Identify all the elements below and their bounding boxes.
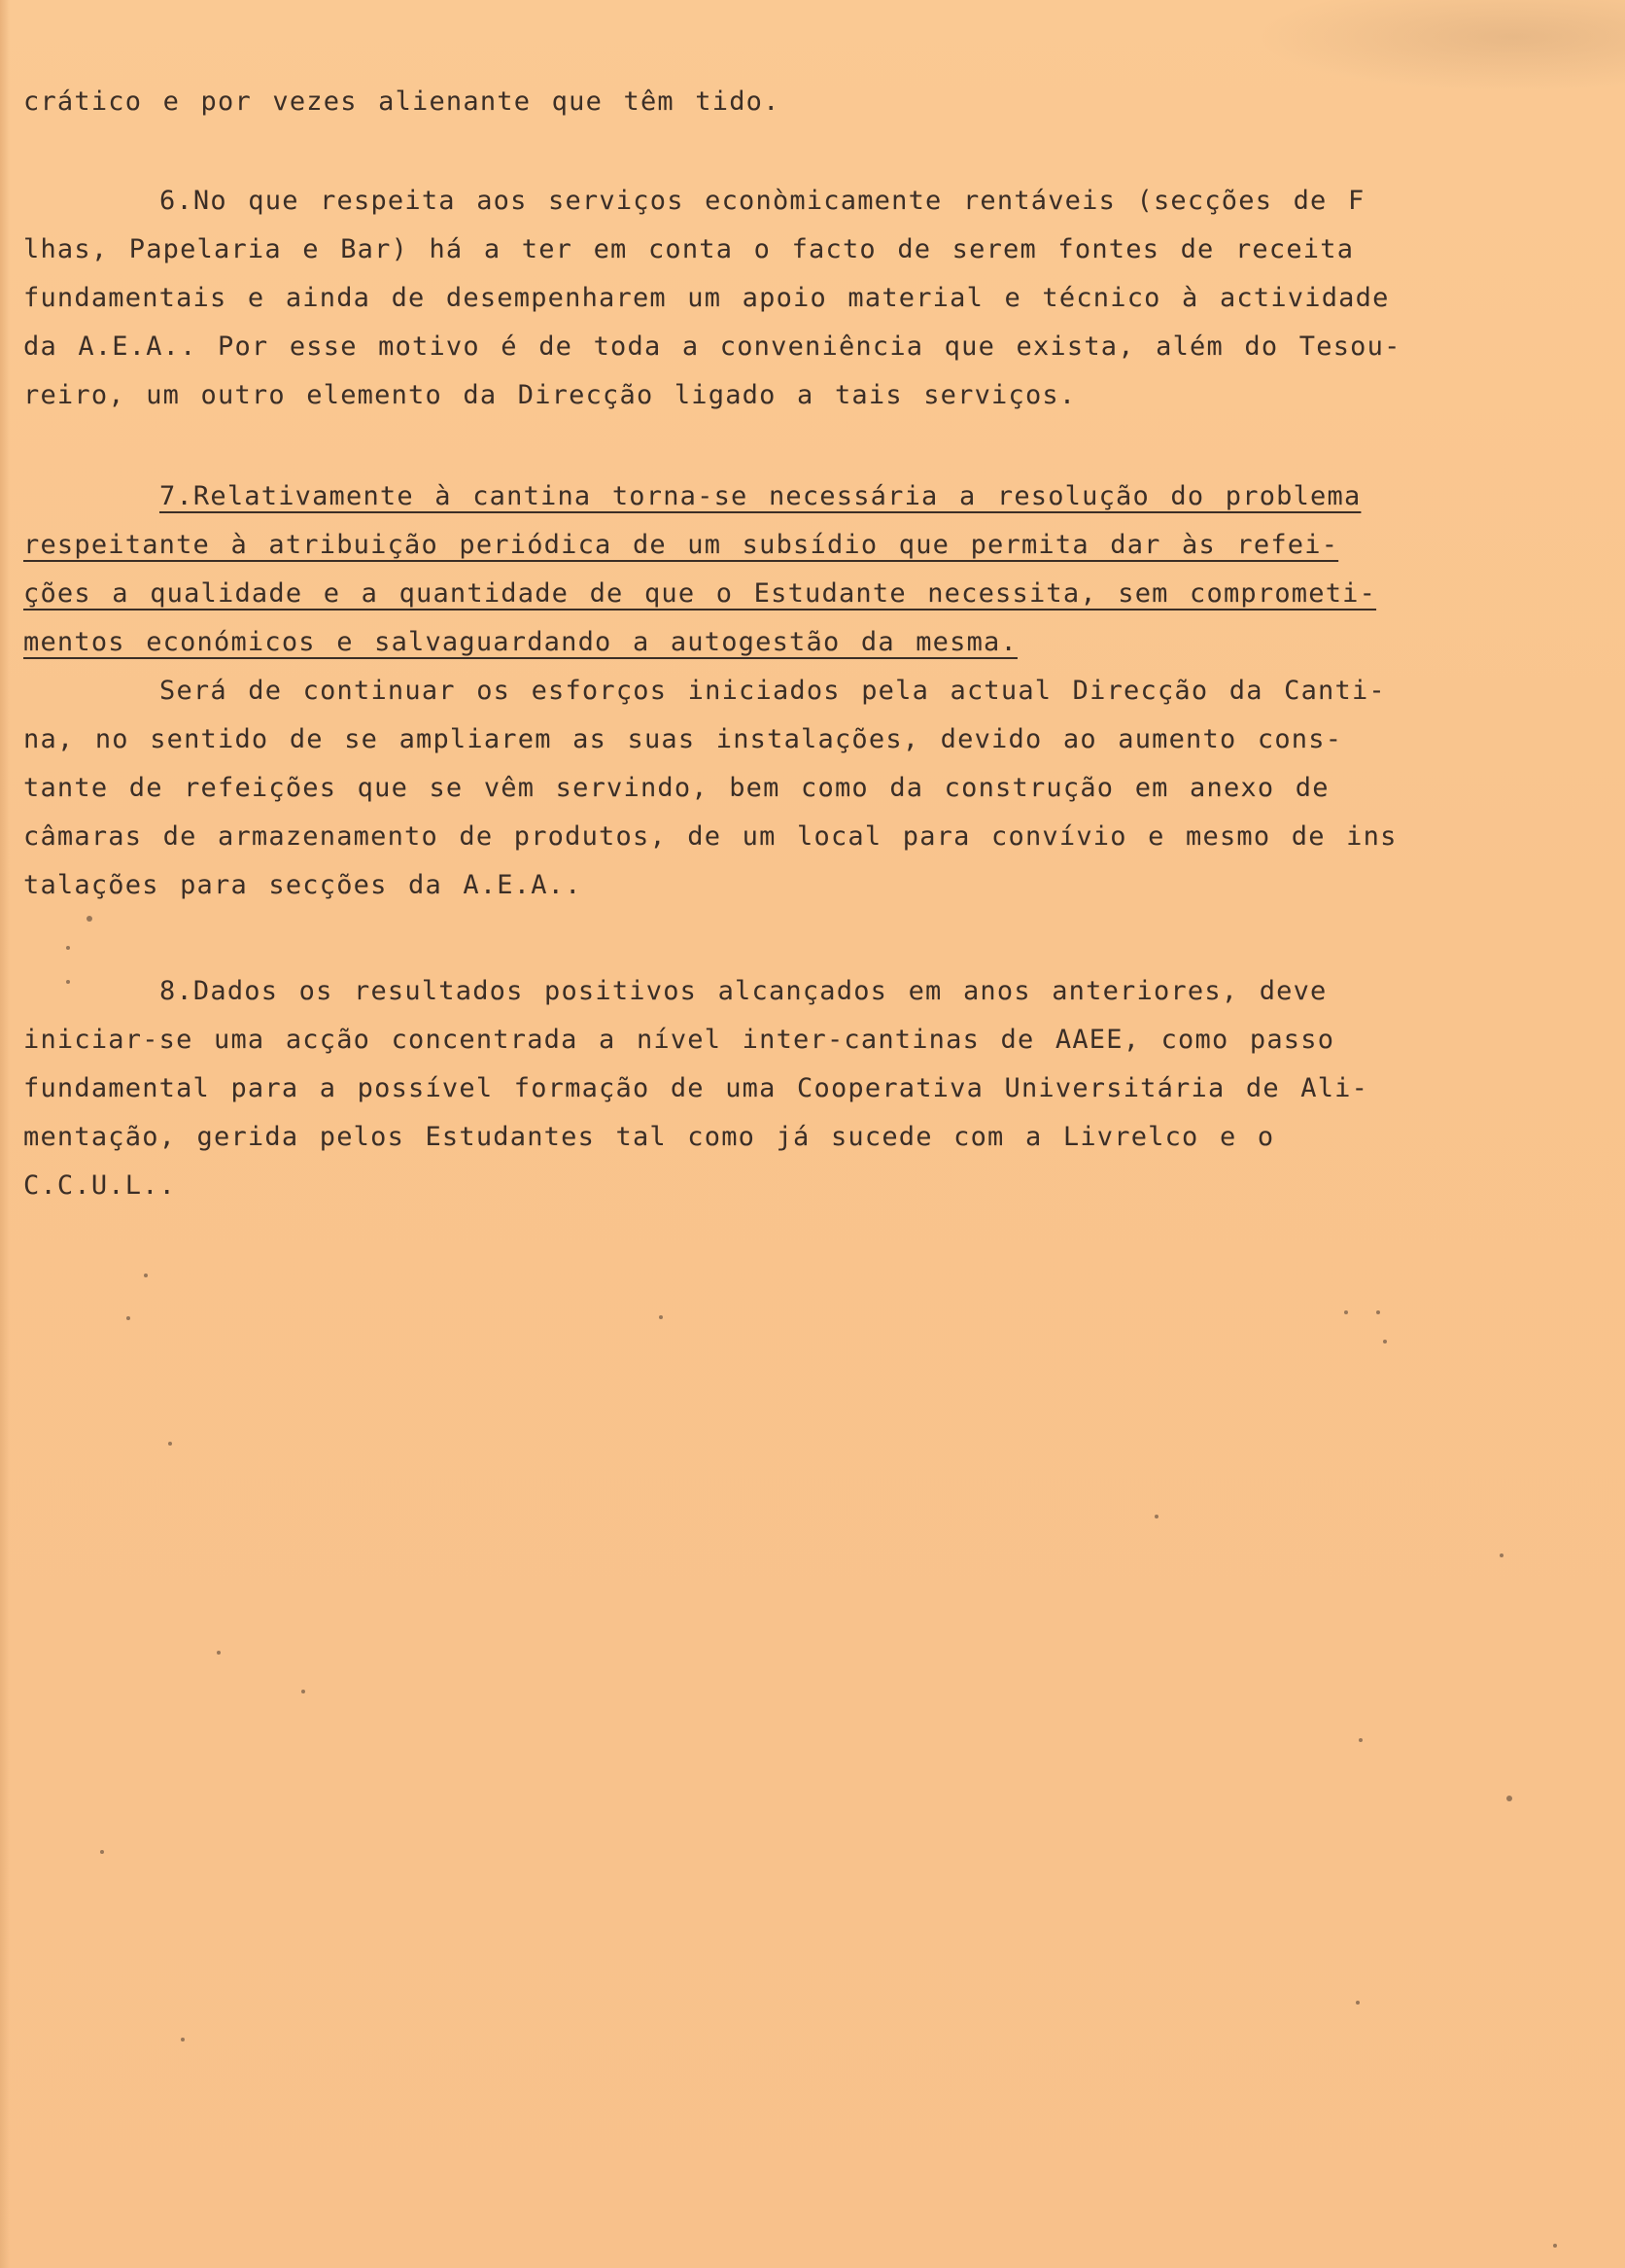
text-line: 8.Dados os resultados positivos alcançados em anos anteriores, deve	[159, 976, 1328, 1006]
text-line: câmaras de armazenamento de produtos, de um local para convívio e mesmo de ins	[23, 821, 1398, 852]
text-line: talações para secções da A.E.A..	[23, 870, 582, 900]
text-line: fundamental para a possível formação de uma Cooperativa Universitária de Ali-	[23, 1073, 1369, 1103]
text-line-underlined: respeitante à atribuição periódica de um subsídio que permita dar às refei-	[23, 530, 1339, 560]
text-line: C.C.U.L..	[23, 1170, 177, 1201]
text-line: 6.No que respeita aos serviços econòmicamente rentáveis (secções de F	[159, 186, 1366, 216]
text-line-underlined: 7.Relativamente à cantina torna-se necessária a resolução do problema	[159, 481, 1362, 511]
text-line-underlined: mentos económicos e salvaguardando a autogestão da mesma.	[23, 627, 1018, 657]
text-line: da A.E.A.. Por esse motivo é de toda a conveniência que exista, além do Tesou-	[23, 331, 1401, 362]
text-line: lhas, Papelaria e Bar) há a ter em conta o facto de serem fontes de receita	[23, 234, 1355, 264]
text-line: tante de refeições que se vêm servindo, bem como da construção em anexo de	[23, 773, 1330, 803]
text-line: iniciar-se uma acção concentrada a nível inter-cantinas de AAEE, como passo	[23, 1025, 1335, 1055]
text-line-underlined: ções a qualidade e a quantidade de que o Estudante necessita, sem comprometi-	[23, 578, 1377, 609]
text-line: fundamentais e ainda de desempenharem um apoio material e técnico à actividade	[23, 283, 1390, 313]
text-line: mentação, gerida pelos Estudantes tal como já sucede com a Livrelco e o	[23, 1122, 1275, 1152]
text-line: na, no sentido de se ampliarem as suas instalações, devido ao aumento cons-	[23, 724, 1343, 754]
text-line: Será de continuar os esforços iniciados pela actual Direcção da Canti-	[159, 676, 1386, 706]
text-line: crático e por vezes alienante que têm tido.	[23, 87, 780, 117]
text-line: reiro, um outro elemento da Direcção ligado a tais serviços.	[23, 380, 1077, 410]
